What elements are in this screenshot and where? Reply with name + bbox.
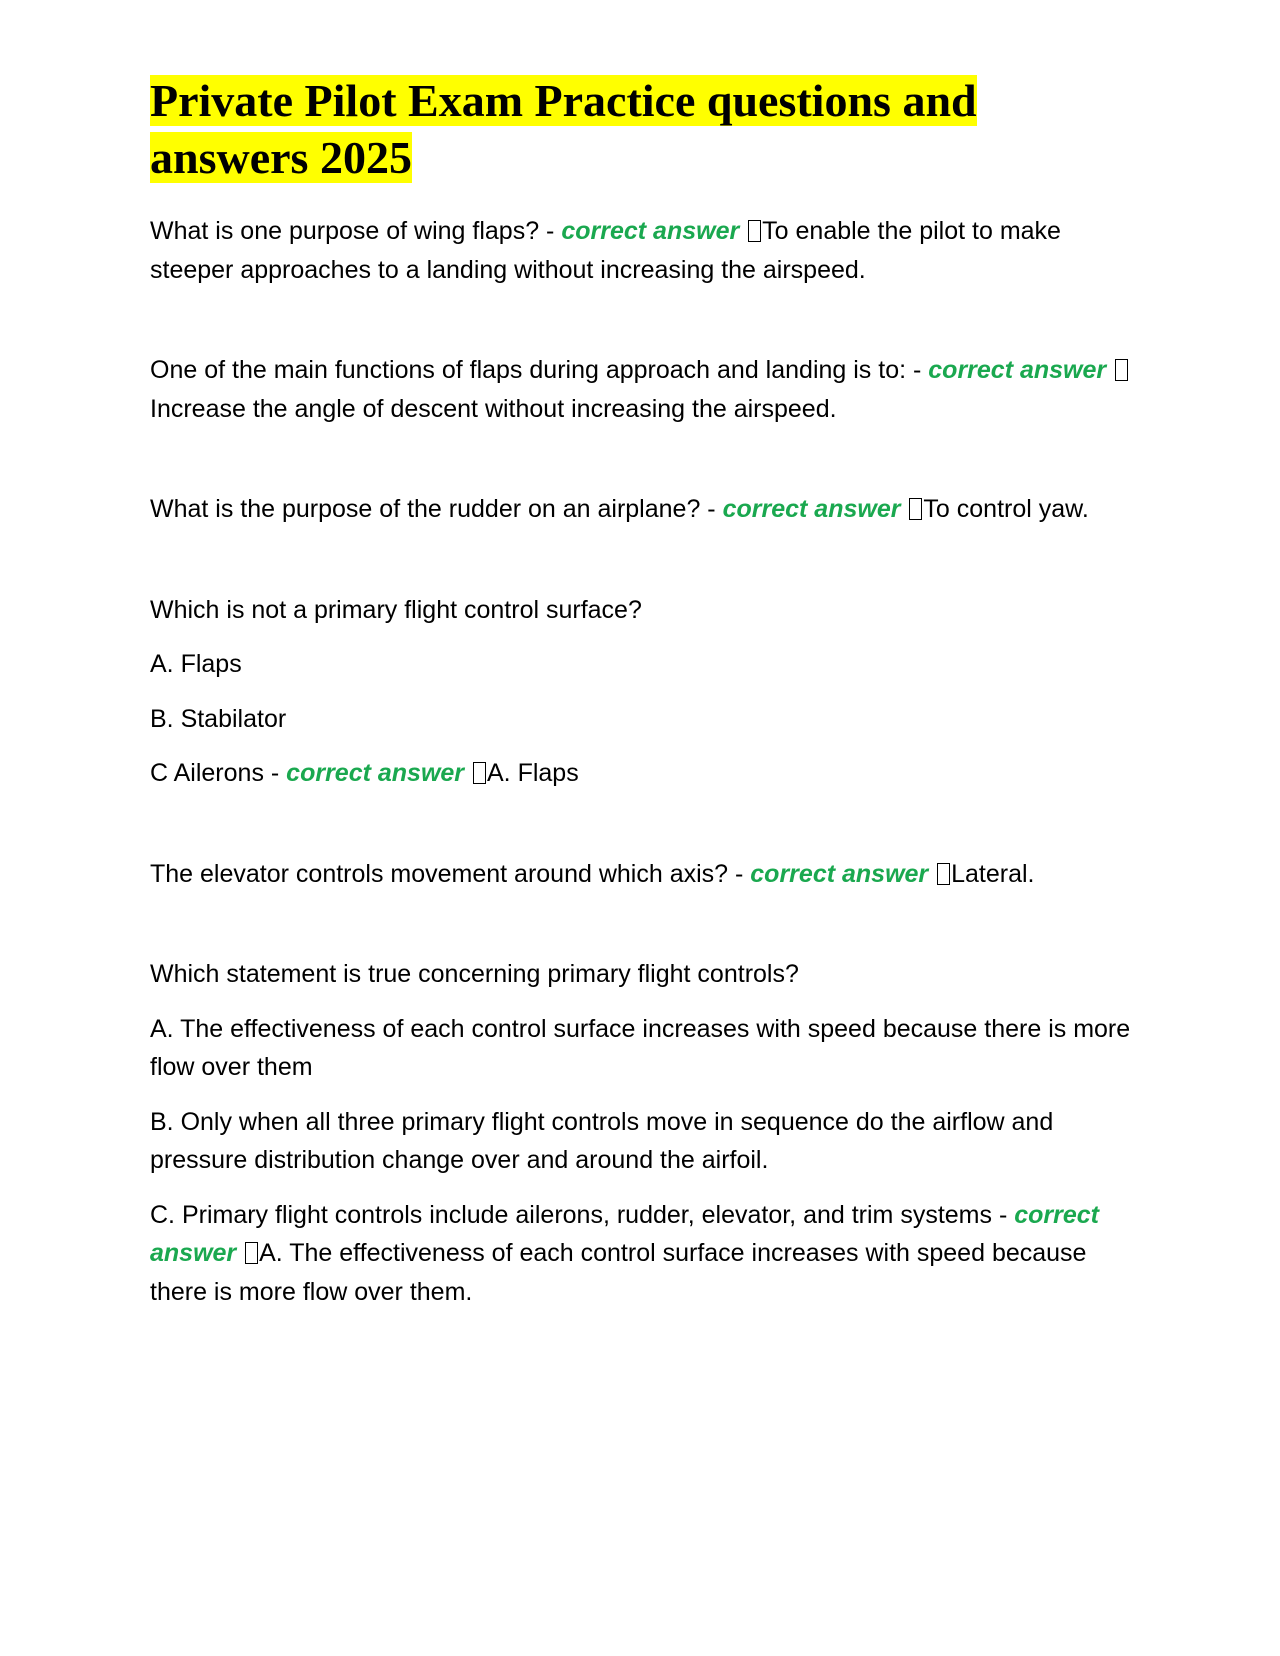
missing-glyph-icon [473,762,486,784]
answer-text: Lateral. [951,859,1035,888]
option-a: A. The effectiveness of each control surface increases with speed because there is more flow over them [150,1014,1131,1081]
correct-answer-label: correct answer [150,1200,1099,1267]
correct-answer-label: correct answer [750,859,929,888]
missing-glyph-icon [245,1242,258,1264]
option-c-text: C Ailerons - [150,759,287,787]
correct-answer-label: correct answer [928,356,1107,384]
option-c [150,754,1140,793]
option-b: B. Stabilator [150,704,287,733]
answer-text: To enable the pilot to make steeper approaches to a landing without increasing the airspeed. [150,217,1061,284]
spacer [150,545,1140,591]
correct-answer-label: correct answer [561,217,740,245]
answer-text: A. Flaps [487,759,579,787]
option-a: A. Flaps [150,650,242,678]
correct-answer-label: correct answer [722,495,901,523]
page-title [150,72,1140,186]
correct-answer-label: correct answer [286,759,465,787]
question-text: The elevator controls movement around which axis? - [150,859,751,888]
answer-text: Increase the angle of descent without increasing the airspeed. [150,394,837,423]
qa-item-4-question: Which is not a primary flight control surface? [150,595,642,624]
spacer [150,444,1140,490]
missing-glyph-icon [909,498,922,520]
qa-item-5 [150,855,1140,894]
qa-item-3 [150,490,1140,529]
document-page [150,72,1140,1327]
answer-text: A. The effectiveness of each control surface increases with speed because there is more flow over them. [150,1239,1087,1306]
question-text: What is the purpose of the rudder on an airplane? - [150,495,723,523]
question-text: What is one purpose of wing flaps? - [150,217,562,245]
answer-text: To control yaw. [923,495,1089,523]
missing-glyph-icon [1115,359,1128,381]
missing-glyph-icon [937,863,950,885]
option-c [150,1196,1140,1312]
qa-item-6-question: Which statement is true concerning primary flight controls? [150,960,799,988]
spacer [150,909,1140,955]
spacer [150,305,1140,351]
option-b: B. Only when all three primary flight controls move in sequence do the airflow and pressure distribution change over and around the airfoil. [150,1107,1054,1174]
spacer [150,809,1140,855]
option-c-text: C. Primary flight controls include ailerons, rudder, elevator, and trim systems - [150,1200,1015,1229]
missing-glyph-icon [748,220,761,242]
question-text: One of the main functions of flaps during approach and landing is to: - [150,356,929,384]
title-highlight: Private Pilot Exam Practice questions and answers 2025 [150,75,977,183]
qa-item-2 [150,351,1140,428]
qa-item-1 [150,212,1140,289]
